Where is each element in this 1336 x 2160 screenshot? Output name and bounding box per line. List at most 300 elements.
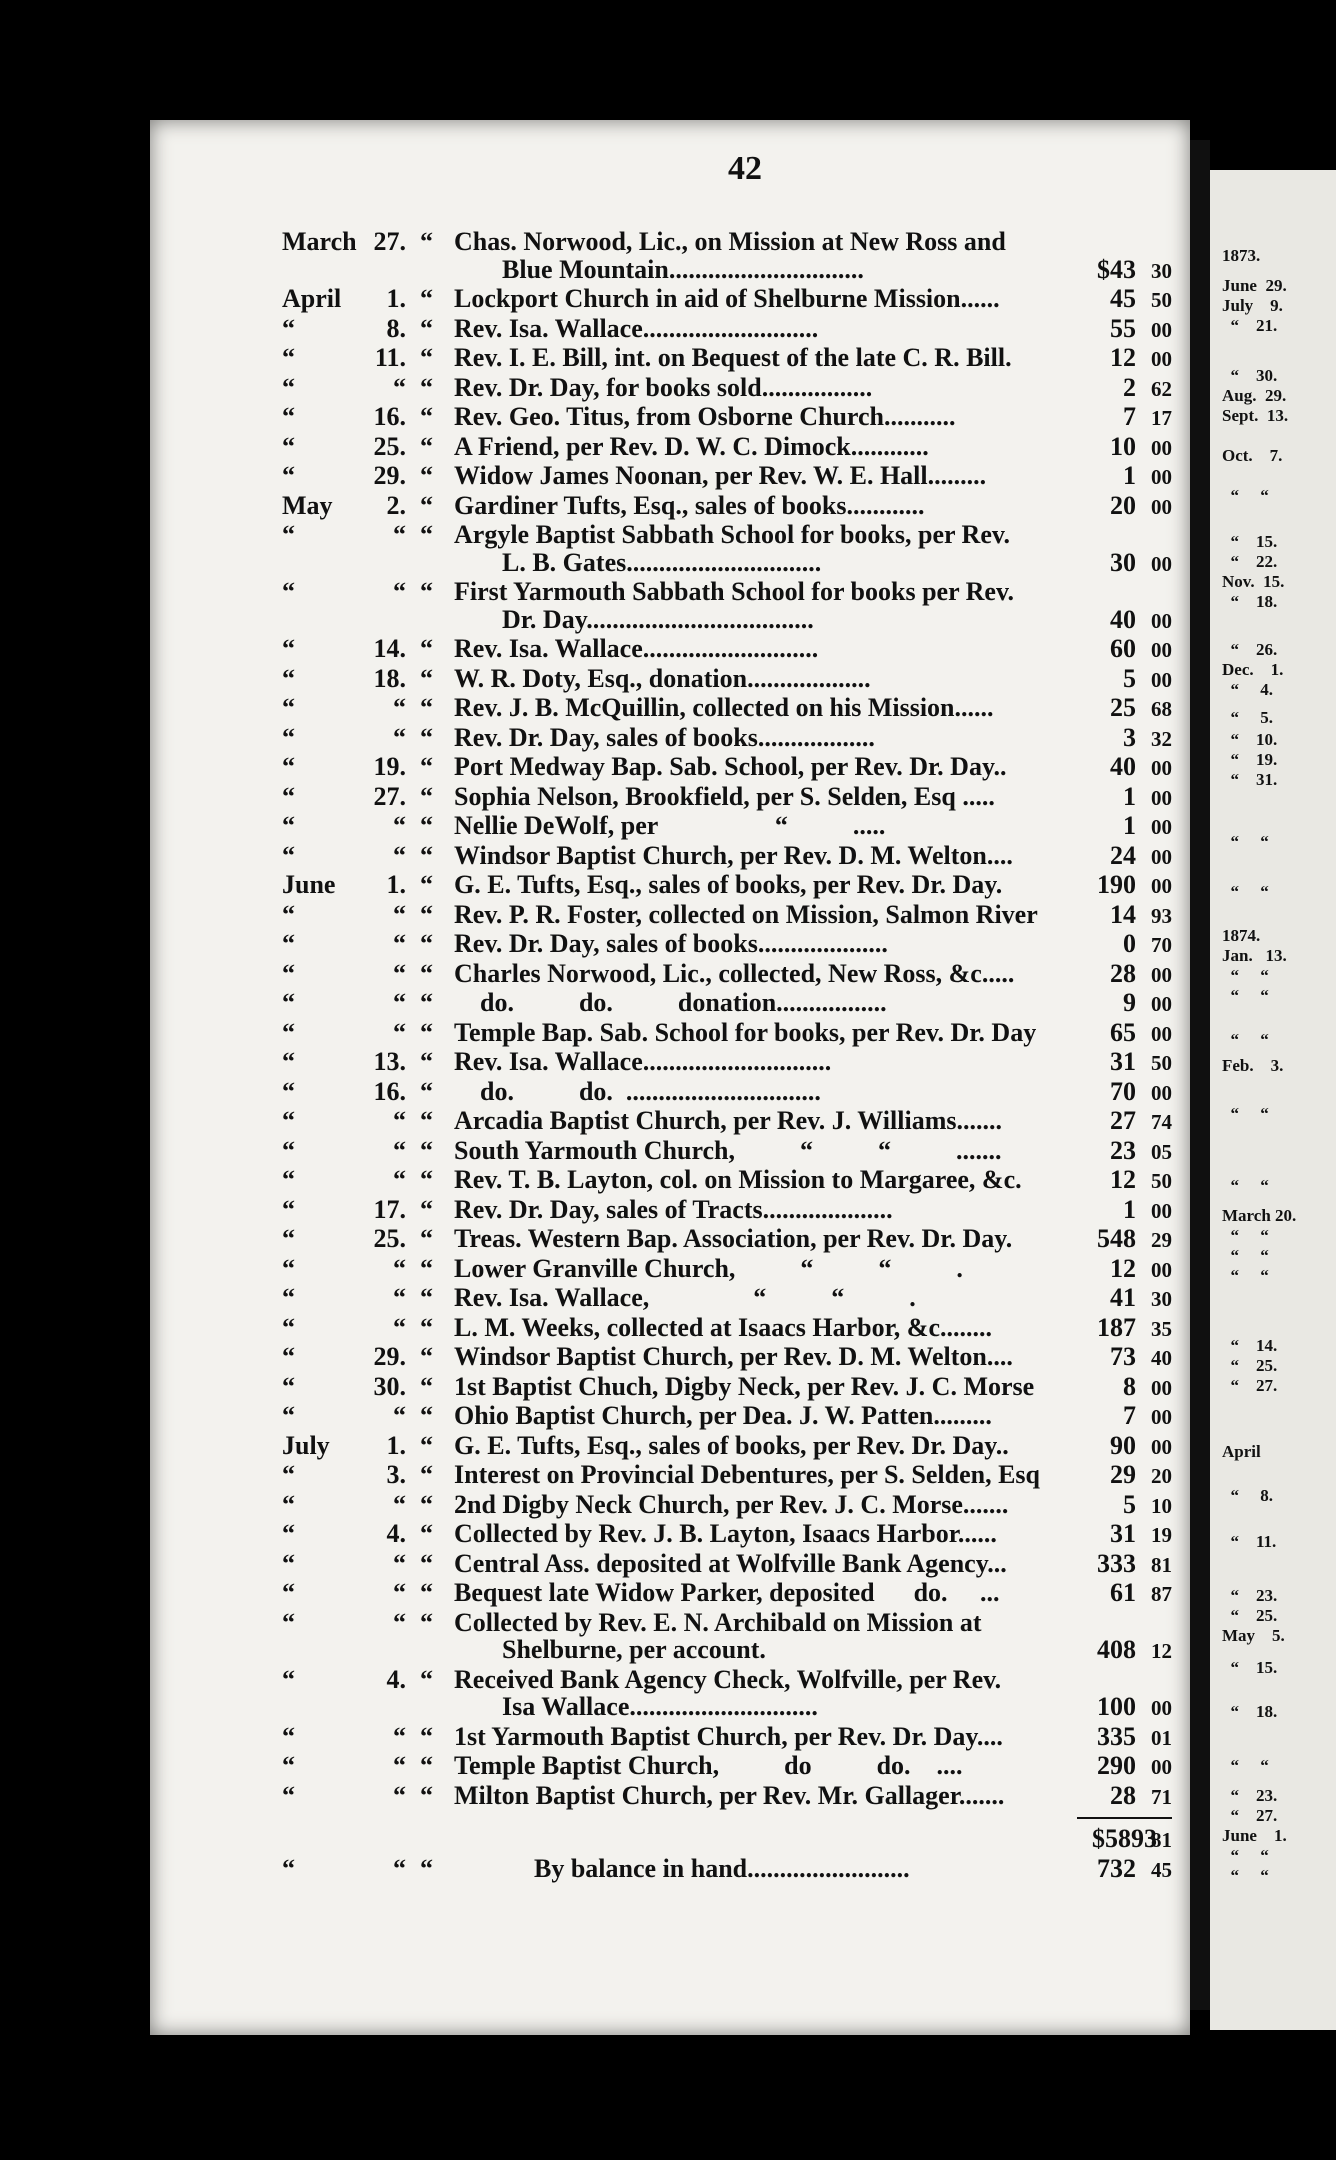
- entry-day: “: [393, 1017, 406, 1047]
- entry-description: Milton Baptist Church, per Rev. Mr. Gallager.......: [454, 1780, 1005, 1810]
- entry-cents: 50: [1151, 1051, 1172, 1075]
- entry-day: 16.: [373, 402, 406, 431]
- entry-cents: [1136, 578, 1172, 580]
- side-date: “ 18.: [1222, 592, 1278, 611]
- entry-month: “: [282, 722, 295, 752]
- entry-cents: 01: [1151, 1725, 1172, 1750]
- entry-ditto: “: [420, 284, 433, 313]
- entry-day: 8.: [386, 313, 406, 343]
- entry-description: Nellie DeWolf, per “ .....: [454, 811, 886, 840]
- entry-ditto: “: [420, 1430, 433, 1460]
- entry-dollars: 190: [1097, 870, 1136, 899]
- entry-day: “: [393, 1312, 406, 1342]
- entry-cents: 00: [1151, 844, 1172, 869]
- entry-description: Sophia Nelson, Brookfield, per S. Selden, Esq .....: [454, 781, 995, 811]
- entry-ditto: “: [420, 634, 433, 663]
- ledger-entries: [282, 228, 1172, 1884]
- entry-description: Port Medway Bap. Sab. School, per Rev. Dr. Day..: [454, 752, 1007, 781]
- entry-dollars: 0: [1123, 929, 1136, 958]
- ledger-row: [282, 783, 1172, 813]
- entry-description: Windsor Baptist Church, per Rev. D. M. Welton....: [454, 840, 1013, 870]
- ledger-row: [282, 549, 1172, 579]
- entry-month: “: [282, 634, 295, 663]
- entry-day: “: [393, 1401, 406, 1430]
- entry-month: “: [282, 1253, 295, 1283]
- ledger-row: [282, 403, 1172, 433]
- entry-day: 18.: [373, 663, 406, 693]
- ledger-row: [282, 753, 1172, 783]
- entry-cents: 93: [1151, 903, 1172, 928]
- entry-month: “: [282, 1460, 295, 1489]
- entry-ditto: “: [420, 1664, 433, 1694]
- side-date: “ “: [1222, 1266, 1269, 1285]
- entry-cents: 12: [1151, 1639, 1172, 1663]
- entry-dollars: 61: [1110, 1578, 1136, 1607]
- rule-line: [1077, 1817, 1172, 1819]
- entry-day: “: [393, 1721, 406, 1751]
- side-date: June 1.: [1222, 1826, 1287, 1845]
- entry-cents: 17: [1151, 406, 1172, 430]
- side-date: “ “: [1222, 832, 1269, 851]
- entry-description: Rev. Dr. Day, sales of books..................: [454, 722, 875, 752]
- entry-description: Central Ass. deposited at Wolfville Bank Agency...: [454, 1548, 1007, 1578]
- side-date: “ 18.: [1222, 1702, 1278, 1721]
- entry-month: “: [282, 929, 295, 958]
- entry-dollars: 5: [1123, 1489, 1136, 1519]
- entry-description: Windsor Baptist Church, per Rev. D. M. Welton....: [454, 1342, 1013, 1371]
- side-date: May 5.: [1222, 1626, 1285, 1645]
- ledger-row: [282, 1402, 1172, 1432]
- entry-ditto: “: [420, 1578, 433, 1607]
- entry-dollars: 100: [1097, 1692, 1136, 1721]
- entry-cents: 00: [1151, 1696, 1172, 1720]
- entry-ditto: “: [420, 1047, 433, 1076]
- entry-month: “: [282, 1578, 295, 1607]
- entry-day: 27.: [373, 781, 406, 811]
- entry-description: Blue Mountain..............................: [502, 254, 864, 284]
- total-cents: 81: [1151, 1828, 1172, 1852]
- entry-day: “: [393, 1780, 406, 1810]
- side-date: “ 27.: [1222, 1806, 1278, 1825]
- entry-month: “: [282, 577, 295, 606]
- ledger-row: [282, 1255, 1172, 1285]
- ledger-row: [282, 1107, 1172, 1137]
- side-date: “ “: [1222, 486, 1269, 505]
- entry-dollars: 7: [1123, 402, 1136, 431]
- ledger-row: [282, 1723, 1172, 1753]
- ledger-row: [282, 1314, 1172, 1344]
- side-date: “ 23.: [1222, 1586, 1278, 1605]
- entry-dollars: 1: [1123, 1194, 1136, 1224]
- entry-dollars: 12: [1110, 343, 1136, 372]
- side-date: “ “: [1222, 1846, 1269, 1865]
- side-date: “ 22.: [1222, 552, 1278, 571]
- side-date: Dec. 1.: [1222, 660, 1284, 679]
- ledger-row: [282, 871, 1172, 901]
- ledger-row: [282, 606, 1172, 636]
- ledger-row: [282, 724, 1172, 754]
- entry-day: 30.: [373, 1371, 406, 1401]
- entry-ditto: “: [420, 1853, 433, 1883]
- entry-description: Rev. Isa. Wallace...........................: [454, 634, 819, 663]
- entry-ditto: “: [420, 1165, 433, 1194]
- entry-description: Shelburne, per account.: [502, 1635, 766, 1664]
- entry-month: “: [282, 1047, 295, 1076]
- entry-cents: 32: [1151, 726, 1172, 751]
- entry-month: “: [282, 1780, 295, 1810]
- entry-ditto: “: [420, 1780, 433, 1810]
- side-date: Jan. 13.: [1222, 946, 1287, 965]
- entry-month: “: [282, 1721, 295, 1751]
- side-date: “ 21.: [1222, 316, 1278, 335]
- entry-description: Rev. Dr. Day, sales of books....................: [454, 929, 888, 958]
- ledger-row: [282, 462, 1172, 492]
- entry-dollars: 45: [1110, 284, 1136, 313]
- entry-ditto: “: [420, 870, 433, 899]
- ledger-row: [282, 694, 1172, 724]
- ledger-row: [282, 1491, 1172, 1521]
- entry-cents: 00: [1151, 1080, 1172, 1105]
- ledger-row: [282, 285, 1172, 315]
- side-date: “ 8.: [1222, 1486, 1273, 1505]
- entry-day: “: [393, 1489, 406, 1519]
- entry-month: “: [282, 1106, 295, 1135]
- entry-cents: 00: [1151, 551, 1172, 576]
- ledger-row: [282, 1520, 1172, 1550]
- entry-dollars: 3: [1123, 722, 1136, 752]
- entry-cents: 00: [1151, 317, 1172, 342]
- side-date: “ 30.: [1222, 366, 1278, 385]
- entry-day: “: [393, 1135, 406, 1165]
- entry-description: Rev. Geo. Titus, from Osborne Church...........: [454, 402, 956, 431]
- entry-description: Rev. I. E. Bill, int. on Bequest of the late C. R. Bill.: [454, 343, 1012, 372]
- entry-dollars: 20: [1110, 490, 1136, 520]
- entry-description: W. R. Doty, Esq., donation...................: [454, 663, 871, 693]
- side-date: Oct. 7.: [1222, 446, 1283, 465]
- entry-day: “: [393, 1165, 406, 1194]
- ledger-row: [282, 1609, 1172, 1637]
- side-date: “ “: [1222, 882, 1269, 901]
- entry-dollars: 1: [1123, 461, 1136, 490]
- entry-day: 1.: [386, 284, 406, 313]
- entry-month: “: [282, 1751, 295, 1780]
- entry-dollars: 30: [1110, 547, 1136, 577]
- entry-cents: 00: [1151, 435, 1172, 460]
- ledger-row: [282, 635, 1172, 665]
- side-date: “ 27.: [1222, 1376, 1278, 1395]
- entry-cents: 00: [1151, 1375, 1172, 1400]
- entry-description: A Friend, per Rev. D. W. C. Dimock............: [454, 431, 929, 461]
- entry-cents: 00: [1151, 874, 1172, 898]
- entry-month: “: [282, 313, 295, 343]
- side-date: Feb. 3.: [1222, 1056, 1284, 1075]
- side-date: “ “: [1222, 1104, 1269, 1123]
- side-date: June 29.: [1222, 276, 1287, 295]
- entry-month: March: [282, 227, 357, 256]
- entry-day: 13.: [373, 1047, 406, 1076]
- ledger-row: [282, 492, 1172, 522]
- entry-ditto: “: [420, 372, 433, 402]
- side-date: Aug. 29.: [1222, 386, 1287, 405]
- entry-ditto: “: [420, 1076, 433, 1106]
- entry-day: 16.: [373, 1076, 406, 1106]
- entry-cents: 00: [1151, 638, 1172, 662]
- entry-month: May: [282, 490, 333, 520]
- ledger-row: [282, 842, 1172, 872]
- entry-description: Treas. Western Bap. Association, per Rev. Dr. Day.: [454, 1224, 1013, 1253]
- ledger-row: [282, 344, 1172, 374]
- ledger-row: [282, 1048, 1172, 1078]
- entry-dollars: 7: [1123, 1401, 1136, 1430]
- entry-ditto: “: [420, 1489, 433, 1519]
- entry-description: Rev. Isa. Wallace, “ “ .: [454, 1283, 916, 1312]
- entry-dollars: 70: [1110, 1076, 1136, 1106]
- entry-description: 1st Yarmouth Baptist Church, per Rev. Dr. Day....: [454, 1721, 1003, 1751]
- entry-day: 25.: [373, 431, 406, 461]
- entry-day: “: [393, 372, 406, 402]
- ledger-row: [282, 578, 1172, 606]
- entry-ditto: “: [420, 343, 433, 372]
- entry-ditto: “: [420, 1401, 433, 1430]
- entry-dollars: 1: [1123, 781, 1136, 811]
- entry-dollars: 55: [1110, 313, 1136, 343]
- entry-dollars: 90: [1110, 1430, 1136, 1460]
- entry-ditto: “: [420, 1342, 433, 1371]
- side-date: “ 14.: [1222, 1336, 1278, 1355]
- entry-day: 4.: [386, 1519, 406, 1548]
- ledger-row: [282, 1343, 1172, 1373]
- ledger-row: [282, 315, 1172, 345]
- entry-month: “: [282, 1401, 295, 1430]
- side-date: “ “: [1222, 966, 1269, 985]
- entry-day: “: [393, 693, 406, 722]
- entry-dollars: 732: [1097, 1853, 1136, 1883]
- entry-dollars: 65: [1110, 1017, 1136, 1047]
- entry-description: South Yarmouth Church, “ “ .......: [454, 1135, 1002, 1165]
- entry-day: “: [393, 1253, 406, 1283]
- entry-dollars: 12: [1110, 1253, 1136, 1283]
- entry-description: Interest on Provincial Debentures, per S. Selden, Esq: [454, 1460, 1041, 1489]
- entry-ditto: “: [420, 1106, 433, 1135]
- entry-ditto: “: [420, 958, 433, 988]
- entry-description: Dr. Day...................................: [502, 604, 814, 634]
- entry-cents: 19: [1151, 1523, 1172, 1547]
- entry-description: Rev. Dr. Day, for books sold.................: [454, 372, 873, 402]
- side-date: Sept. 13.: [1222, 406, 1289, 425]
- entry-month: “: [282, 840, 295, 870]
- entry-ditto: “: [420, 1194, 433, 1224]
- entry-ditto: “: [420, 781, 433, 811]
- entry-ditto: “: [420, 1751, 433, 1780]
- entry-dollars: 2: [1123, 372, 1136, 402]
- side-date: “ “: [1222, 1226, 1269, 1245]
- entry-day: 14.: [373, 634, 406, 663]
- entry-description: By balance in hand.........................: [534, 1853, 910, 1883]
- entry-cents: 00: [1151, 962, 1172, 987]
- entry-ditto: “: [420, 1607, 433, 1637]
- entry-month: “: [282, 1017, 295, 1047]
- entry-ditto: “: [420, 1283, 433, 1312]
- entry-month: “: [282, 958, 295, 988]
- entry-cents: 45: [1151, 1857, 1172, 1882]
- ledger-row: [282, 1550, 1172, 1580]
- entry-day: “: [393, 958, 406, 988]
- entry-month: “: [282, 1283, 295, 1312]
- entry-description: Ohio Baptist Church, per Dea. J. W. Patten.........: [454, 1401, 992, 1430]
- side-date: 1873.: [1222, 246, 1261, 265]
- entry-ditto: “: [420, 490, 433, 520]
- entry-cents: 62: [1151, 376, 1172, 401]
- entry-month: “: [282, 1342, 295, 1371]
- entry-day: “: [393, 1548, 406, 1578]
- entry-description: Charles Norwood, Lic., collected, New Ross, &c.....: [454, 958, 1015, 988]
- entry-cents: 00: [1151, 992, 1172, 1016]
- ledger-row: [282, 930, 1172, 960]
- total-row: [282, 1825, 1172, 1855]
- entry-description: Rev. Isa. Wallace...........................: [454, 313, 819, 343]
- entry-cents: 00: [1151, 785, 1172, 810]
- entry-month: “: [282, 1194, 295, 1224]
- entry-cents: 74: [1151, 1110, 1172, 1134]
- entry-dollars: 25: [1110, 693, 1136, 722]
- entry-month: “: [282, 372, 295, 402]
- entry-dollars: 31: [1110, 1047, 1136, 1076]
- ledger-row: [282, 960, 1172, 990]
- entry-description: Lockport Church in aid of Shelburne Mission......: [454, 284, 1000, 313]
- entry-description: G. E. Tufts, Esq., sales of books, per Rev. Dr. Day..: [454, 1430, 1009, 1460]
- entry-cents: 87: [1151, 1582, 1172, 1606]
- entry-ditto: “: [420, 1721, 433, 1751]
- entry-description: Temple Baptist Church, do do. ....: [454, 1751, 963, 1780]
- entry-dollars: 29: [1110, 1460, 1136, 1489]
- entry-month: “: [282, 402, 295, 431]
- side-date: “ 23.: [1222, 1786, 1278, 1805]
- ledger-row: [282, 1782, 1172, 1812]
- entry-dollars: 23: [1110, 1135, 1136, 1165]
- entry-dollars: 28: [1110, 1780, 1136, 1810]
- entry-cents: 40: [1151, 1346, 1172, 1370]
- entry-cents: [1136, 521, 1172, 523]
- entry-cents: 20: [1151, 1464, 1172, 1488]
- entry-month: “: [282, 811, 295, 840]
- entry-month: June: [282, 870, 336, 899]
- side-date: “ “: [1222, 1866, 1269, 1885]
- ledger-row: [282, 1166, 1172, 1196]
- entry-description: 1st Baptist Chuch, Digby Neck, per Rev. J. C. Morse: [454, 1371, 1035, 1401]
- ledger-row: [282, 1693, 1172, 1723]
- side-date: Nov. 15.: [1222, 572, 1285, 591]
- side-date: “ 19.: [1222, 750, 1278, 769]
- entry-description: Bequest late Widow Parker, deposited do. ...: [454, 1578, 1000, 1607]
- entry-ditto: “: [420, 1135, 433, 1165]
- entry-month: “: [282, 461, 295, 490]
- entry-cents: 35: [1151, 1316, 1172, 1341]
- ledger-row: [282, 374, 1172, 404]
- entry-cents: 50: [1151, 1169, 1172, 1193]
- entry-cents: 68: [1151, 697, 1172, 721]
- entry-month: “: [282, 1076, 295, 1106]
- entry-month: “: [282, 1224, 295, 1253]
- entry-month: “: [282, 781, 295, 811]
- entry-description: Received Bank Agency Check, Wolfville, per Rev.: [454, 1664, 1002, 1694]
- side-date: “ 15.: [1222, 1658, 1278, 1677]
- entry-ditto: “: [420, 1312, 433, 1342]
- ledger-row: [282, 1752, 1172, 1782]
- entry-description: G. E. Tufts, Esq., sales of books, per Rev. Dr. Day.: [454, 870, 1003, 899]
- entry-description: Temple Bap. Sab. School for books, per Rev. Dr. Day: [454, 1017, 1037, 1047]
- entry-day: 4.: [386, 1664, 406, 1694]
- entry-description: Collected by Rev. E. N. Archibald on Mission at: [454, 1607, 982, 1637]
- entry-day: “: [393, 988, 406, 1017]
- side-date: “ 10.: [1222, 730, 1278, 749]
- entry-month: “: [282, 1519, 295, 1548]
- entry-ditto: “: [420, 1017, 433, 1047]
- entry-cents: 00: [1151, 1755, 1172, 1779]
- entry-day: “: [393, 840, 406, 870]
- entry-ditto: “: [420, 663, 433, 693]
- entry-cents: 05: [1151, 1139, 1172, 1164]
- entry-ditto: “: [420, 402, 433, 431]
- side-date: “ 26.: [1222, 640, 1278, 659]
- entry-month: April: [282, 284, 342, 313]
- entry-cents: [1136, 228, 1172, 230]
- ledger-row: [282, 812, 1172, 842]
- entry-cents: 00: [1151, 347, 1172, 371]
- entry-dollars: 5: [1123, 663, 1136, 693]
- ledger-row: [282, 1137, 1172, 1167]
- entry-day: 29.: [373, 461, 406, 490]
- entry-dollars: 12: [1110, 1165, 1136, 1194]
- entry-cents: 00: [1151, 1405, 1172, 1429]
- entry-description: Lower Granville Church, “ “ .: [454, 1253, 963, 1283]
- ledger-row: [282, 256, 1172, 286]
- entry-cents: 30: [1151, 258, 1172, 283]
- entry-month: “: [282, 1489, 295, 1519]
- entry-dollars: 8: [1123, 1371, 1136, 1401]
- entry-month: “: [282, 1548, 295, 1578]
- entry-ditto: “: [420, 929, 433, 958]
- entry-description: Arcadia Baptist Church, per Rev. J. Williams.......: [454, 1106, 1002, 1135]
- entry-cents: 00: [1151, 494, 1172, 519]
- entry-cents: 30: [1151, 1287, 1172, 1311]
- ledger-row: [282, 228, 1172, 256]
- side-date: “ “: [1222, 986, 1269, 1005]
- entry-dollars: 335: [1097, 1721, 1136, 1751]
- entry-day: “: [393, 1106, 406, 1135]
- entry-dollars: 10: [1110, 431, 1136, 461]
- side-date: 1874.: [1222, 926, 1261, 945]
- ledger-row: [282, 665, 1172, 695]
- side-date: “ 25.: [1222, 1356, 1278, 1375]
- entry-cents: 00: [1151, 1257, 1172, 1282]
- entry-day: “: [393, 899, 406, 929]
- entry-month: “: [282, 343, 295, 372]
- entry-ditto: “: [420, 988, 433, 1017]
- entry-month: July: [282, 1430, 330, 1460]
- entry-day: “: [393, 1607, 406, 1637]
- entry-month: “: [282, 1853, 295, 1883]
- entry-day: “: [393, 722, 406, 752]
- entry-dollars: 187: [1097, 1312, 1136, 1342]
- ledger-row: [282, 1373, 1172, 1403]
- entry-day: 19.: [373, 752, 406, 781]
- entry-ditto: “: [420, 1253, 433, 1283]
- entry-cents: 00: [1151, 465, 1172, 489]
- entry-cents: 50: [1151, 288, 1172, 312]
- entry-description: First Yarmouth Sabbath School for books per Rev.: [454, 577, 1015, 606]
- entry-dollars: 41: [1110, 1283, 1136, 1312]
- entry-cents: [1136, 1666, 1172, 1668]
